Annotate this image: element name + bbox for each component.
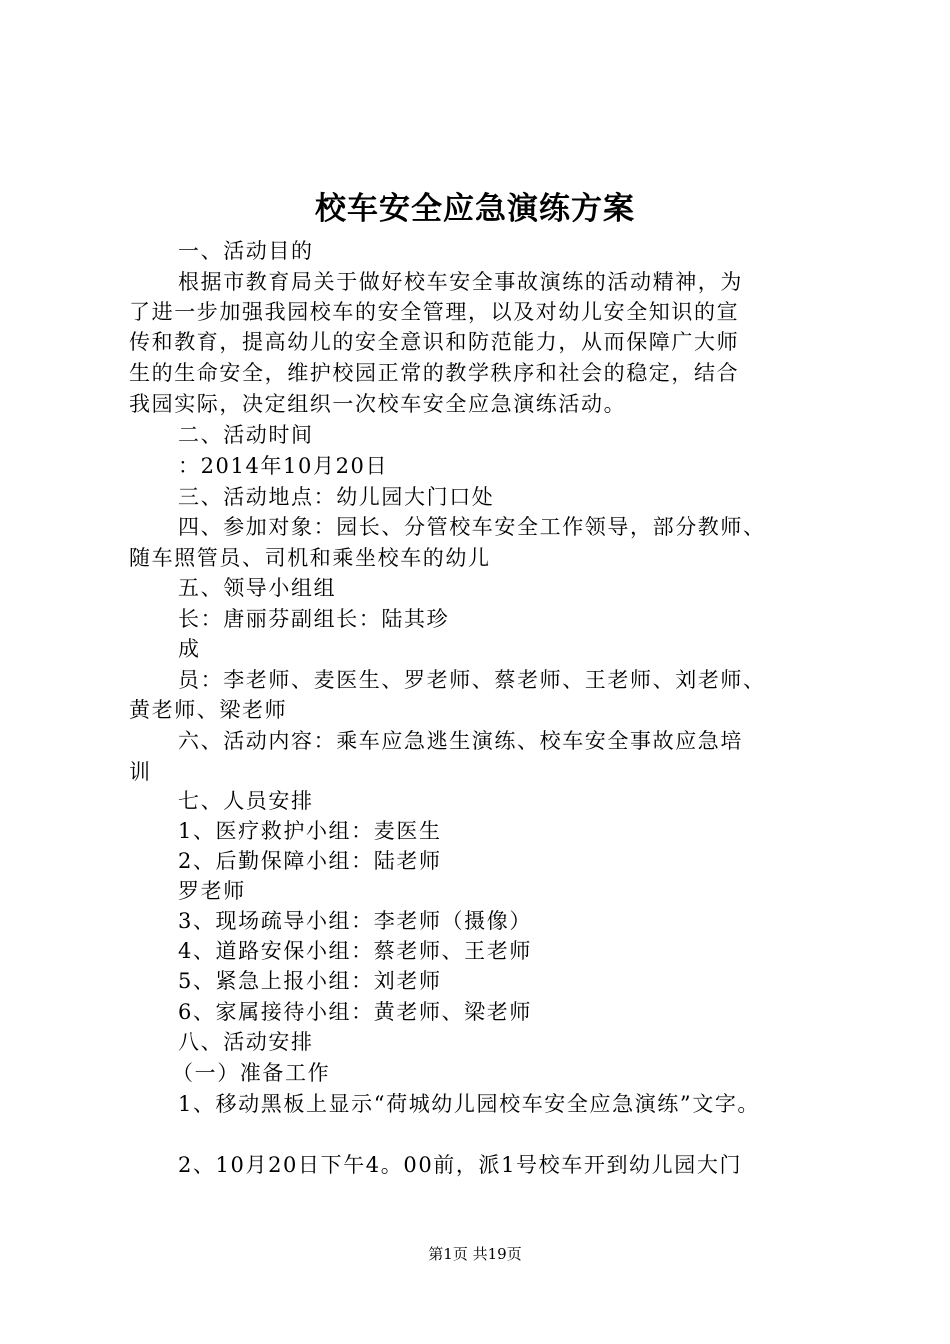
paragraph-line: 了进一步加强我园校车的安全管理，以及对幼儿安全知识的宣 bbox=[129, 300, 740, 324]
staffing-item: 罗老师 bbox=[178, 879, 246, 903]
paragraph-line: 生的生命安全，维护校园正常的教学秩序和社会的稳定，结合 bbox=[129, 361, 740, 385]
participants-line: 随车照管员、司机和乘坐校车的幼儿 bbox=[129, 546, 491, 570]
heading-time: 二、活动时间 bbox=[178, 423, 314, 447]
staffing-item: 3、现场疏导小组：李老师（摄像） bbox=[178, 909, 532, 933]
subheading-preparation: （一）准备工作 bbox=[172, 1061, 331, 1085]
paragraph-line: 根据市教育局关于做好校车安全事故演练的活动精神，为 bbox=[178, 270, 743, 294]
staffing-item: 4、道路安保小组：蔡老师、王老师 bbox=[178, 939, 532, 963]
heading-leadership: 五、领导小组组 bbox=[178, 576, 337, 600]
content-line: 训 bbox=[129, 760, 152, 784]
heading-staffing: 七、人员安排 bbox=[178, 789, 314, 813]
staffing-item: 2、后勤保障小组：陆老师 bbox=[178, 849, 442, 873]
leadership-line: 成 bbox=[178, 637, 201, 661]
staffing-item: 6、家属接待小组：黄老师、梁老师 bbox=[178, 1000, 532, 1024]
location-line: 三、活动地点：幼儿园大门口处 bbox=[178, 485, 495, 509]
staffing-item: 1、医疗救护小组：麦医生 bbox=[178, 819, 442, 843]
document-title: 校车安全应急演练方案 bbox=[315, 191, 635, 227]
members-line: 员：李老师、麦医生、罗老师、蔡老师、王老师、刘老师、 bbox=[178, 668, 766, 692]
paragraph-line: 我园实际，决定组织一次校车安全应急演练活动。 bbox=[129, 392, 627, 416]
content-line: 六、活动内容：乘车应急逃生演练、校车安全事故应急培 bbox=[178, 729, 743, 753]
heading-arrangement: 八、活动安排 bbox=[178, 1030, 314, 1054]
heading-purpose: 一、活动目的 bbox=[178, 239, 314, 263]
participants-line: 四、参加对象：园长、分管校车安全工作领导，部分教师、 bbox=[178, 515, 766, 539]
preparation-item: 1、移动黑板上显示“荷城幼儿园校车安全应急演练”文字。 bbox=[178, 1092, 761, 1116]
time-value: ：2014年10月20日 bbox=[178, 454, 389, 478]
members-line: 黄老师、梁老师 bbox=[129, 698, 288, 722]
leadership-line: 长：唐丽芬副组长：陆其珍 bbox=[178, 607, 450, 631]
page-footer: 第1页 共19页 bbox=[428, 1245, 522, 1263]
paragraph-line: 传和教育，提高幼儿的安全意识和防范能力，从而保障广大师 bbox=[129, 330, 740, 354]
preparation-item: 2、10月20日下午4。00前，派1号校车开到幼儿园大门 bbox=[178, 1153, 743, 1177]
staffing-item: 5、紧急上报小组：刘老师 bbox=[178, 969, 442, 993]
